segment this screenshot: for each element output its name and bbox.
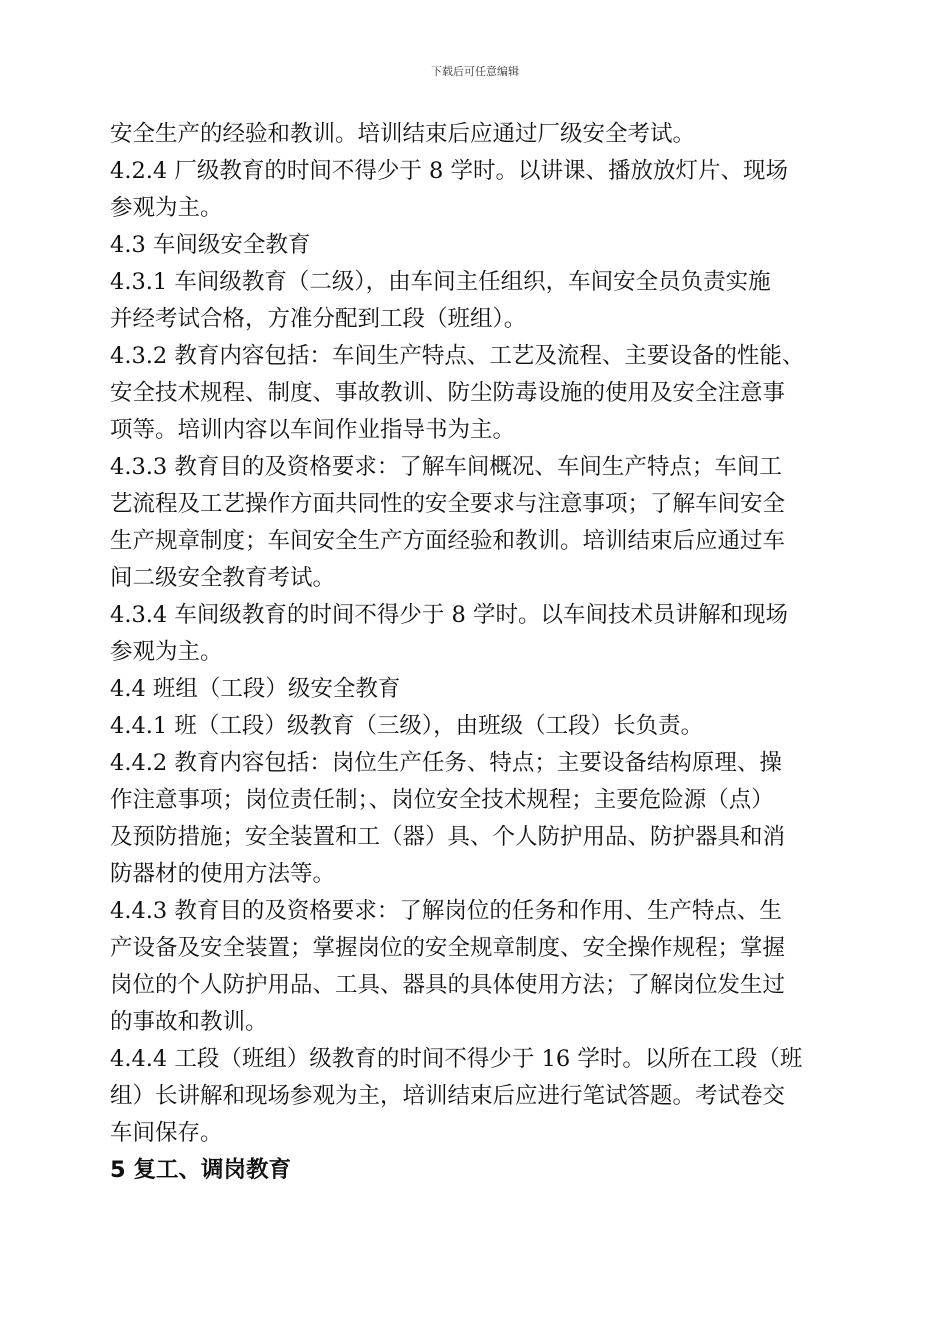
text-line: 艺流程及工艺操作方面共同性的安全要求与注意事项；了解车间安全 [110,491,786,517]
text-line: 4.3.3 教育目的及资格要求：了解车间概况、车间生产特点；车间工 [110,454,782,480]
text-line: 岗位的个人防护用品、工具、器具的具体使用方法；了解岗位发生过 [110,972,786,998]
text-line: 生产规章制度；车间安全生产方面经验和教训。培训结束后应通过车 [110,528,786,554]
text-line: 参观为主。 [110,639,223,665]
text-line: 4.3.2 教育内容包括：车间生产特点、工艺及流程、主要设备的性能、 [110,343,805,369]
text-line: 间二级安全教育考试。 [110,565,336,591]
text-line: 项等。培训内容以车间作业指导书为主。 [110,417,516,443]
text-line: 及预防措施；安全装置和工（器）具、个人防护用品、防护器具和消 [110,824,786,850]
text-line: 参观为主。 [110,195,223,221]
page-header-note: 下载后可任意编辑 [431,65,519,78]
text-line: 并经考试合格，方准分配到工段（班组）。 [110,306,527,332]
section-heading: 5 复工、调岗教育 [110,1157,291,1183]
text-line: 4.3.1 车间级教育（二级），由车间主任组织，车间安全员负责实施 [110,269,771,295]
text-line: 4.2.4 厂级教育的时间不得少于 8 学时。以讲课、播放放灯片、现场 [110,158,789,184]
text-line: 的事故和教训。 [110,1009,268,1035]
text-line: 产设备及安全装置；掌握岗位的安全规章制度、安全操作规程；掌握 [110,935,786,961]
text-line: 安全技术规程、制度、事故教训、防尘防毒设施的使用及安全注意事 [110,380,786,406]
text-line: 4.4.3 教育目的及资格要求：了解岗位的任务和作用、生产特点、生 [110,898,782,924]
text-line: 作注意事项；岗位责任制；、岗位安全技术规程；主要危险源（点） [110,787,774,813]
subsection-heading: 4.3 车间级安全教育 [110,232,311,258]
text-line: 4.4.2 教育内容包括：岗位生产任务、特点；主要设备结构原理、操 [110,750,782,776]
text-line: 安全生产的经验和教训。培训结束后应通过厂级安全考试。 [110,121,696,147]
text-line: 组）长讲解和现场参观为主，培训结束后应进行笔试答题。考试卷交 [110,1083,786,1109]
subsection-heading: 4.4 班组（工段）级安全教育 [110,676,401,702]
text-line: 4.4.4 工段（班组）级教育的时间不得少于 16 学时。以所在工段（班 [110,1046,803,1072]
text-line: 车间保存。 [110,1120,223,1146]
text-line: 4.3.4 车间级教育的时间不得少于 8 学时。以车间技术员讲解和现场 [110,602,789,628]
text-line: 4.4.1 班（工段）级教育（三级），由班级（工段）长负责。 [110,713,704,739]
document-body [110,116,850,1189]
text-line: 防器材的使用方法等。 [110,861,336,887]
